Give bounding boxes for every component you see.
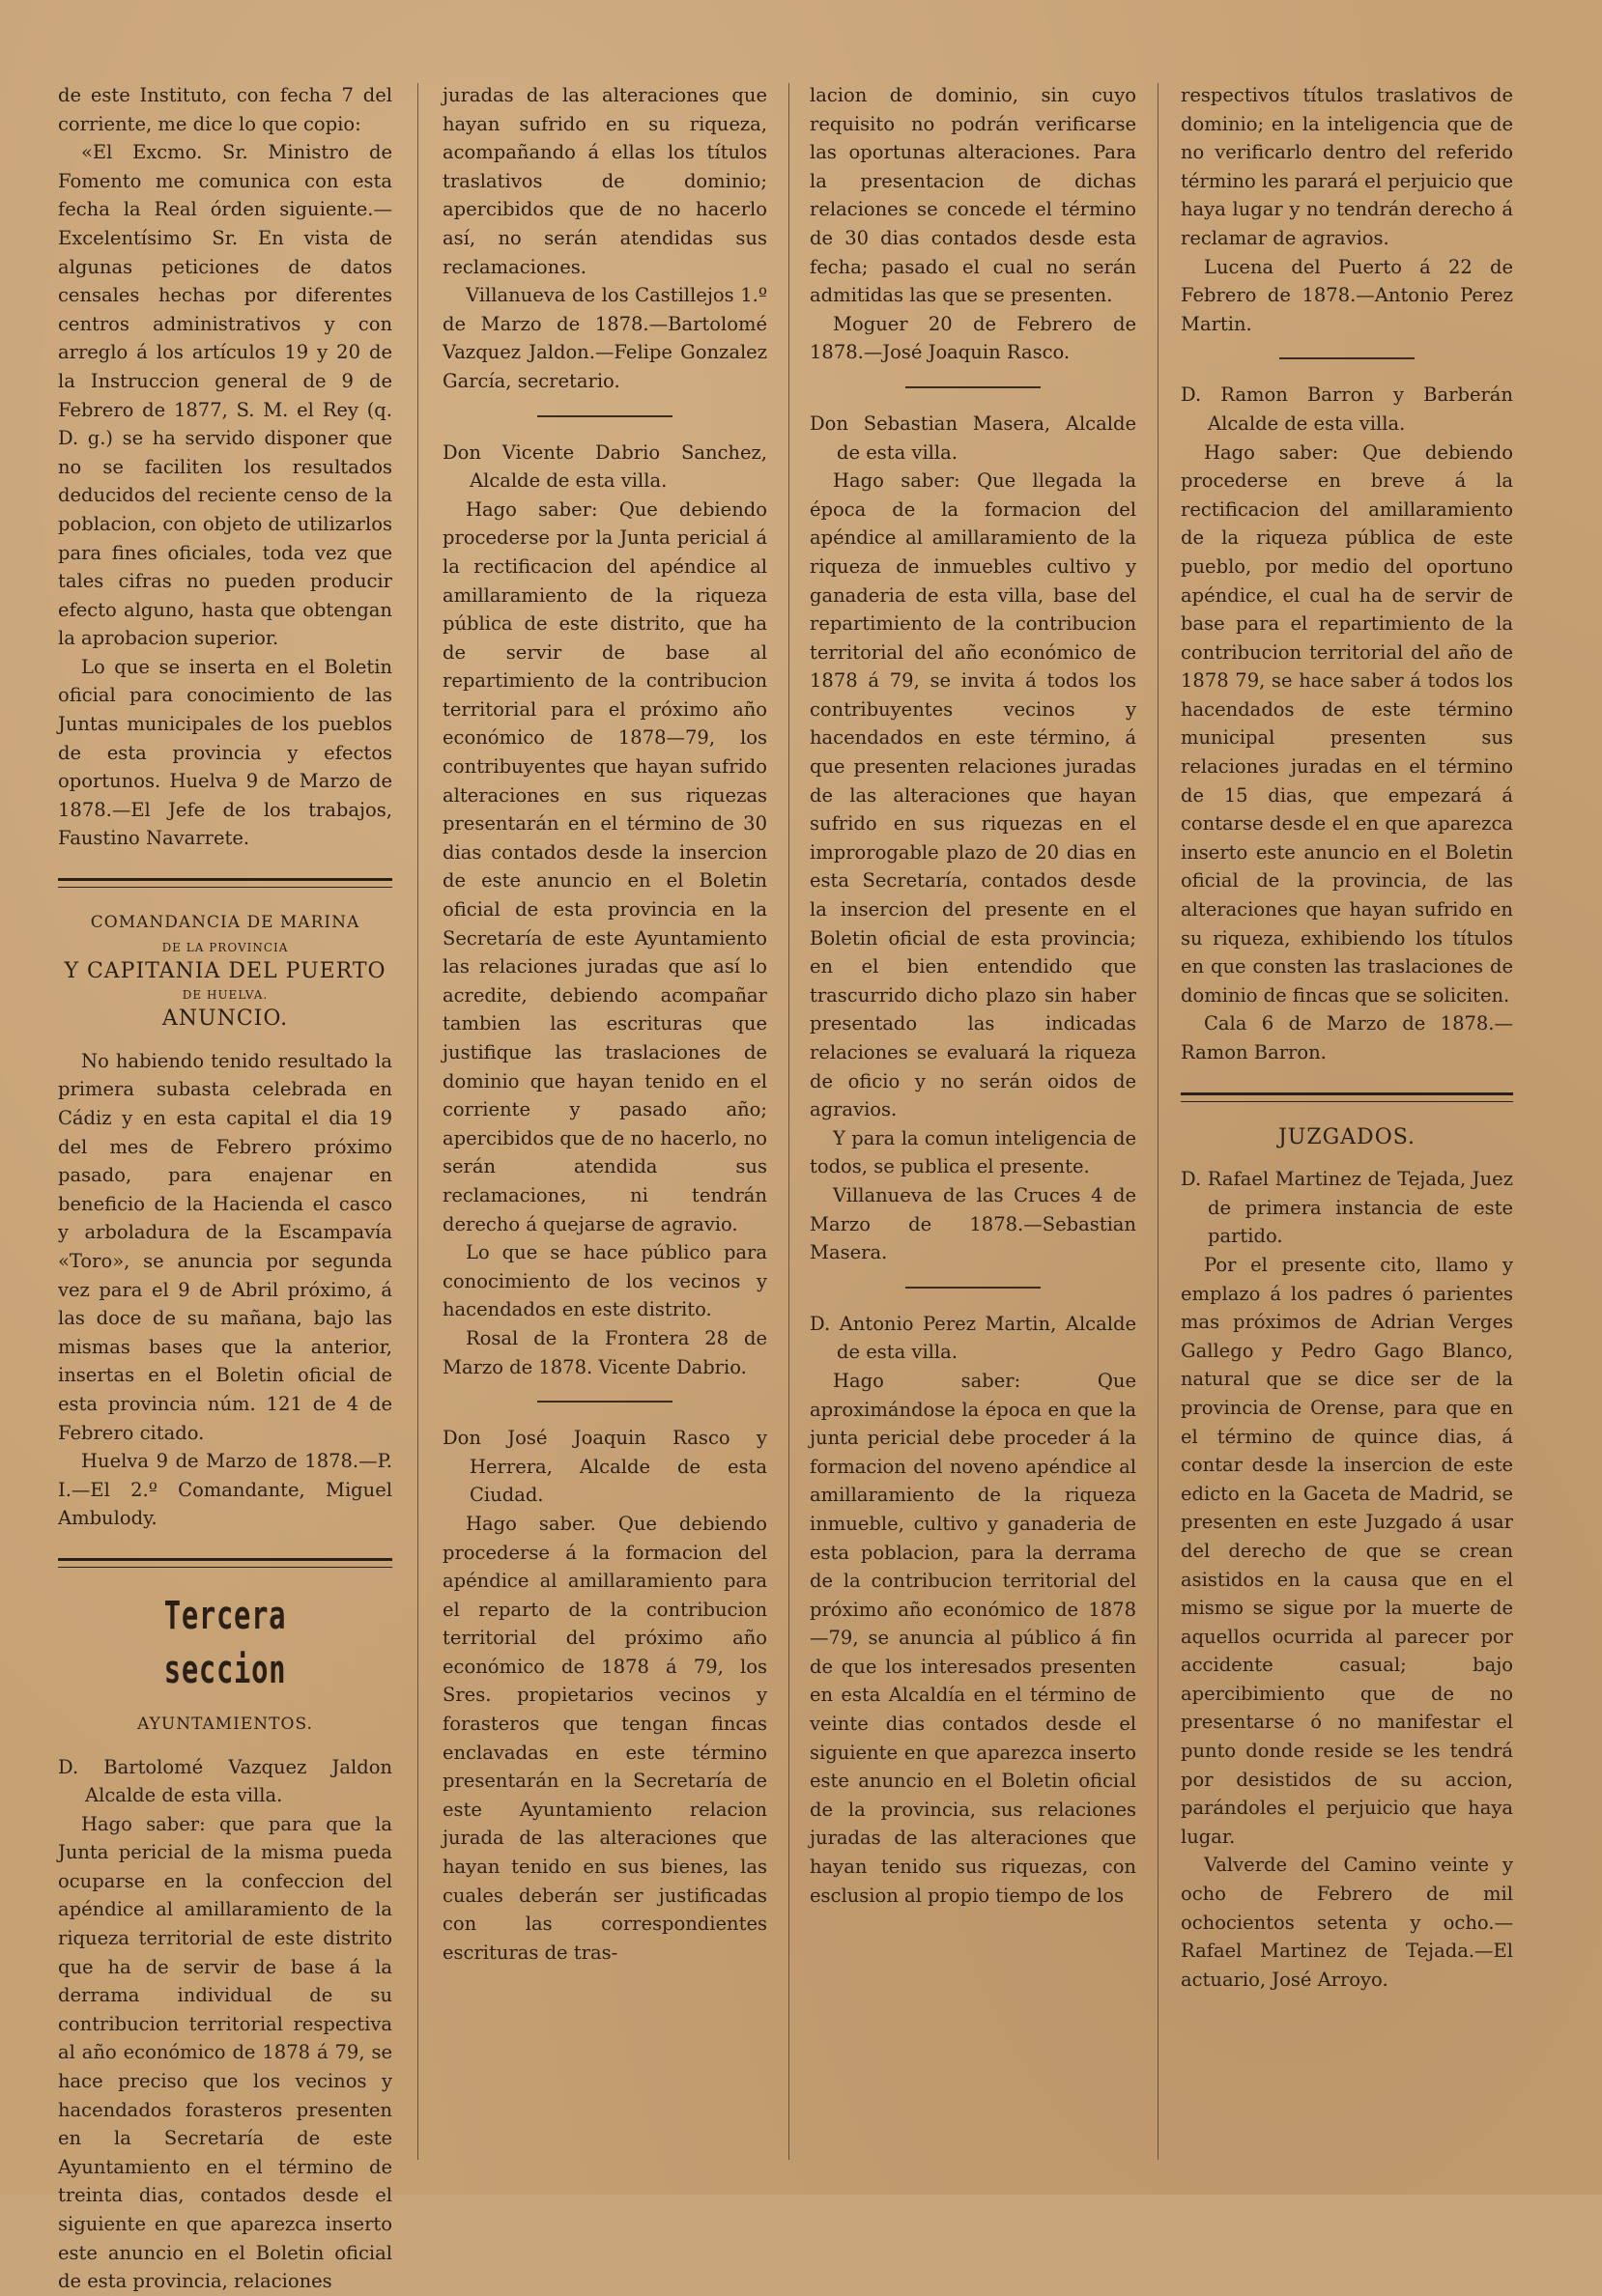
paragraph: Hago saber: que para que la Junta pericial de la misma pueda ocuparse en la confeccion del apéndice al amillaramiento de la riqueza territorial de este distrito que ha de servir de base á la derrama individual de su contribucion territorial respectiva al año económico de 1878 á 79, se hace preciso que los vecinos y hacendados forasteros presenten en la Secretaría de este Ayuntamiento en el término de treinta dias, contados desde el siguiente en que aparezca inserto este anuncio en el Boletin oficial de esta provincia, relaciones	[58, 1812, 392, 2293]
spacer	[58, 1034, 392, 1047]
paragraph: Lo que se inserta en el Boletin oficial para conocimiento de las Juntas municipales de los pueblos de esta provincia y efectos oportunos. Huelva 9 de Marzo de 1878.—El Jefe de los trabajos, Faustino Navarrete.	[58, 655, 392, 850]
centered-heading: JUZGADOS.	[1277, 1124, 1416, 1149]
spacer	[1181, 1151, 1513, 1165]
paragraph: Huelva 9 de Marzo de 1878.—P. I.—El 2.º Comandante, Miguel Ambulody.	[58, 1450, 392, 1530]
section-separator	[1181, 1092, 1513, 1102]
column-divider	[788, 83, 789, 2160]
column-divider	[417, 83, 418, 2160]
paragraph: lacion de dominio, sin cuyo requisito no podrán verificarse las oportunas alteraciones. Para la presentacion de dichas relaciones se concede el término de 30 dias contados desde esta fecha; pasado el cual no serán admitidas las que se presenten.	[810, 84, 1136, 307]
centered-heading: COMANDANCIA DE MARINA	[90, 913, 360, 933]
paragraph: juradas de las alteraciones que hayan sufrido en su riqueza, acompañando á ellas los títulos traslativos de dominio; apercibidos que de no hacerlo así, no serán atendidas sus reclamaciones.	[443, 84, 767, 278]
section-separator	[905, 386, 1041, 388]
section-separator	[537, 1401, 672, 1403]
centered-heading: Y CAPITANIA DEL PUERTO	[64, 958, 386, 983]
paragraph: Moguer 20 de Febrero de 1878.—José Joaquin Rasco.	[810, 312, 1136, 364]
column-1	[58, 81, 392, 2293]
column-divider	[1158, 83, 1159, 2160]
notice-heading: D. Rafael Martinez de Tejada, Juez de primera instancia de este partido.	[1181, 1168, 1513, 1248]
paragraph: No habiendo tenido resultado la primera subasta celebrada en Cádiz y en esta capital el dia 19 del mes de Febrero próximo pasado, para enajenar en beneficio de la Hacienda el casco y arboladura de la Escampavía «Toro», se anuncia por segunda vez para el 9 de Abril próximo, á las doce de su mañana, bajo las mismas bases que la anterior, insertas en el Boletin oficial de esta provincia núm. 121 de 4 de Febrero citado.	[58, 1049, 392, 1444]
section-separator	[1279, 357, 1415, 359]
paragraph: Por el presente cito, llamo y emplazo á los padres ó parientes mas próximos de Adrian Verges Gallego y Pedro Gago Blanco, natural que se dice ser de la provincia de Orense, para que en el término de quince dias, á contar desde la insercion de este edicto en la Gaceta de Madrid, se presenten en este Juzgado á usar del derecho de que se crean asistidos en la causa que en el mismo se sigue por la muerte de aquellos ocurrida al parecer por accidente casual; bajo apercibimiento que de no presentarse ó no manifestar el punto donde reside se les tendrá por desistidos de su accion, parándoles el perjuicio que haya lugar.	[1181, 1253, 1513, 1848]
paragraph: Cala 6 de Marzo de 1878.—Ramon Barron.	[1181, 1012, 1513, 1063]
paragraph: Hago saber. Que debiendo procederse á la formacion del apéndice al amillaramiento para el reparto de la contribucion territorial del próximo año económico de 1878 á 79, los Sres. propietarios vecinos y forasteros que tengan fincas enclavadas en este término presentarán en la Secretaría de este Ayuntamiento relacion jurada de las alteraciones que hayan tenido en sus bienes, las cuales deberán ser justificadas con las correspondientes escrituras de tras-	[443, 1512, 767, 1964]
section-separator	[537, 415, 672, 417]
paragraph: Lo que se hace público para conocimiento de los vecinos y hacendados en este distrito.	[443, 1241, 767, 1321]
paragraph: Hago saber: Que debiendo procederse en breve á la rectificacion del amillaramiento de la riqueza pública de este pueblo, por medio del oportuno apéndice, el cual ha de servir de base para el repartimiento de la contribucion territorial del año de 1878 79, se hace saber á todos los hacendados de este término municipal presenten sus relaciones juradas en el término de 15 dias, que empezará á contarse desde el en que aparezca inserto este anuncio en el Boletin oficial de la provincia, de las alteraciones que hayan sufrido en su riqueza, exhibiendo los títulos en que consten las traslaciones de dominio de fincas que se soliciten.	[1181, 440, 1513, 1006]
spacer	[58, 1740, 392, 1753]
column-3	[810, 81, 1136, 2168]
paragraph: de este Instituto, con fecha 7 del corriente, me dice lo que copio:	[58, 84, 392, 135]
paragraph: Y para la comun inteligencia de todos, se publica el presente.	[810, 1126, 1136, 1178]
notice-heading: D. Bartolomé Vazquez Jaldon Alcalde de esta villa.	[58, 1755, 392, 1807]
paragraph: respectivos títulos traslativos de dominio; en la inteligencia que de no verificarlo dentro del referido término les parará el perjuicio que haya lugar y no tendrán derecho á reclamar de agravios.	[1181, 84, 1513, 249]
centered-heading: AYUNTAMIENTOS.	[137, 1714, 313, 1734]
notice-heading: Don Vicente Dabrio Sanchez, Alcalde de esta villa.	[443, 440, 767, 493]
section-separator	[905, 1287, 1041, 1289]
column-4	[1181, 81, 1513, 2168]
centered-heading: DE LA PROVINCIA	[161, 940, 289, 954]
paragraph: Rosal de la Frontera 28 de Marzo de 1878. Vicente Dabrio.	[443, 1326, 767, 1378]
paragraph: Valverde del Camino veinte y ocho de Febrero de mil ochocientos setenta y ocho.—Rafael Martinez de Tejada.—El actuario, José Arroyo.	[1181, 1854, 1513, 1991]
notice-heading: D. Ramon Barron y Barberán Alcalde de esta villa.	[1181, 383, 1513, 435]
paragraph: Hago saber: Que debiendo procederse por la Junta pericial á la rectificacion del apéndice al amillaramiento de la riqueza pública de este distrito, que ha de servir de base al repartimiento de la contribucion territorial para el próximo año económico de 1878—79, los contribuyentes que hayan sufrido alteraciones en sus riquezas presentarán en el término de 30 dias contados desde la insercion de este anuncio en el Boletin oficial de esta provincia en la Secretaría de este Ayuntamiento las relaciones juradas que así lo acredite, debiendo acompañar tambien las escrituras que justifique las traslaciones de dominio que hayan tenido en el corriente y pasado año; apercibidos que de no hacerlo, no serán atendida sus reclamaciones, ni tendrán derecho á quejarse de agravio.	[443, 497, 767, 1235]
centered-heading: ANUNCIO.	[161, 1006, 289, 1032]
paragraph: Hago saber: Que aproximándose la época en que la junta pericial debe proceder á la formacion del noveno apéndice al amillaramiento de la riqueza inmueble, cultivo y ganaderia de esta poblacion, para la derrama de la contribucion territorial del próximo año económico de 1878—79, se anuncia al público á fin de que los interesados presenten en esta Alcaldía en el término de veinte dias contados desde el siguiente en que aparezca inserto este anuncio en el Boletin oficial de la provincia, sus relaciones juradas de las alteraciones que hayan tenido sus riquezas, con esclusion al propio tiempo de los	[810, 1369, 1136, 1907]
column-2	[443, 81, 767, 2168]
paragraph: Villanueva de los Castillejos 1.º de Marzo de 1878.—Bartolomé Vazquez Jaldon.—Felipe Gonzalez García, secretario.	[443, 284, 767, 392]
notice-heading: Don José Joaquin Rasco y Herrera, Alcalde de esta Ciudad.	[443, 1427, 767, 1507]
paragraph: Hago saber: Que llegada la época de la formacion del apéndice al amillaramiento de la riqueza de inmuebles cultivo y ganaderia de esta villa, base del repartimiento de la contribucion territorial del año económico de 1878 á 79, se invita á todos los contribuyentes vecinos y hacendados en este término, á que presenten relaciones juradas de las alteraciones que hayan sufrido en sus riquezas en el improrogable plazo de 20 dias en esta Secretaría, contados desde la insercion del presente en el Boletin oficial de esta provincia; en el bien entendido que trascurrido dicho plazo sin haber presentado las indicadas relaciones se evaluará la riqueza de oficio y no serán oidos de agravios.	[810, 469, 1136, 1121]
section-separator	[58, 878, 392, 888]
paragraph: «El Excmo. Sr. Ministro de Fomento me comunica con esta fecha la Real órden siguiente.—Excelentísimo Sr. En vista de algunas peticiones de datos censales hechas por diferentes centros administrativos y con arreglo á los artículos 19 y 20 de la Instruccion general de 9 de Febrero de 1877, S. M. el Rey (q. D. g.) se ha servido disponer que no se faciliten los resultados deducidos del reciente censo de la poblacion, con objeto de utilizarlos para fines oficiales, toda vez que tales cifras no pueden producir efecto alguno, hasta que obtengan la aprobacion superior.	[58, 141, 392, 650]
section-separator	[58, 1558, 392, 1568]
paragraph: Lucena del Puerto á 22 de Febrero de 1878.—Antonio Perez Martin.	[1181, 255, 1513, 335]
centered-heading: DE HUELVA.	[182, 988, 269, 1003]
paragraph: Villanueva de las Cruces 4 de Marzo de 1878.—Sebastian Masera.	[810, 1183, 1136, 1264]
notice-heading: Don Sebastian Masera, Alcalde de esta villa.	[810, 411, 1136, 464]
notice-heading: D. Antonio Perez Martin, Alcalde de esta villa.	[810, 1312, 1136, 1364]
section-title: Tercera seccion	[163, 1593, 287, 1692]
